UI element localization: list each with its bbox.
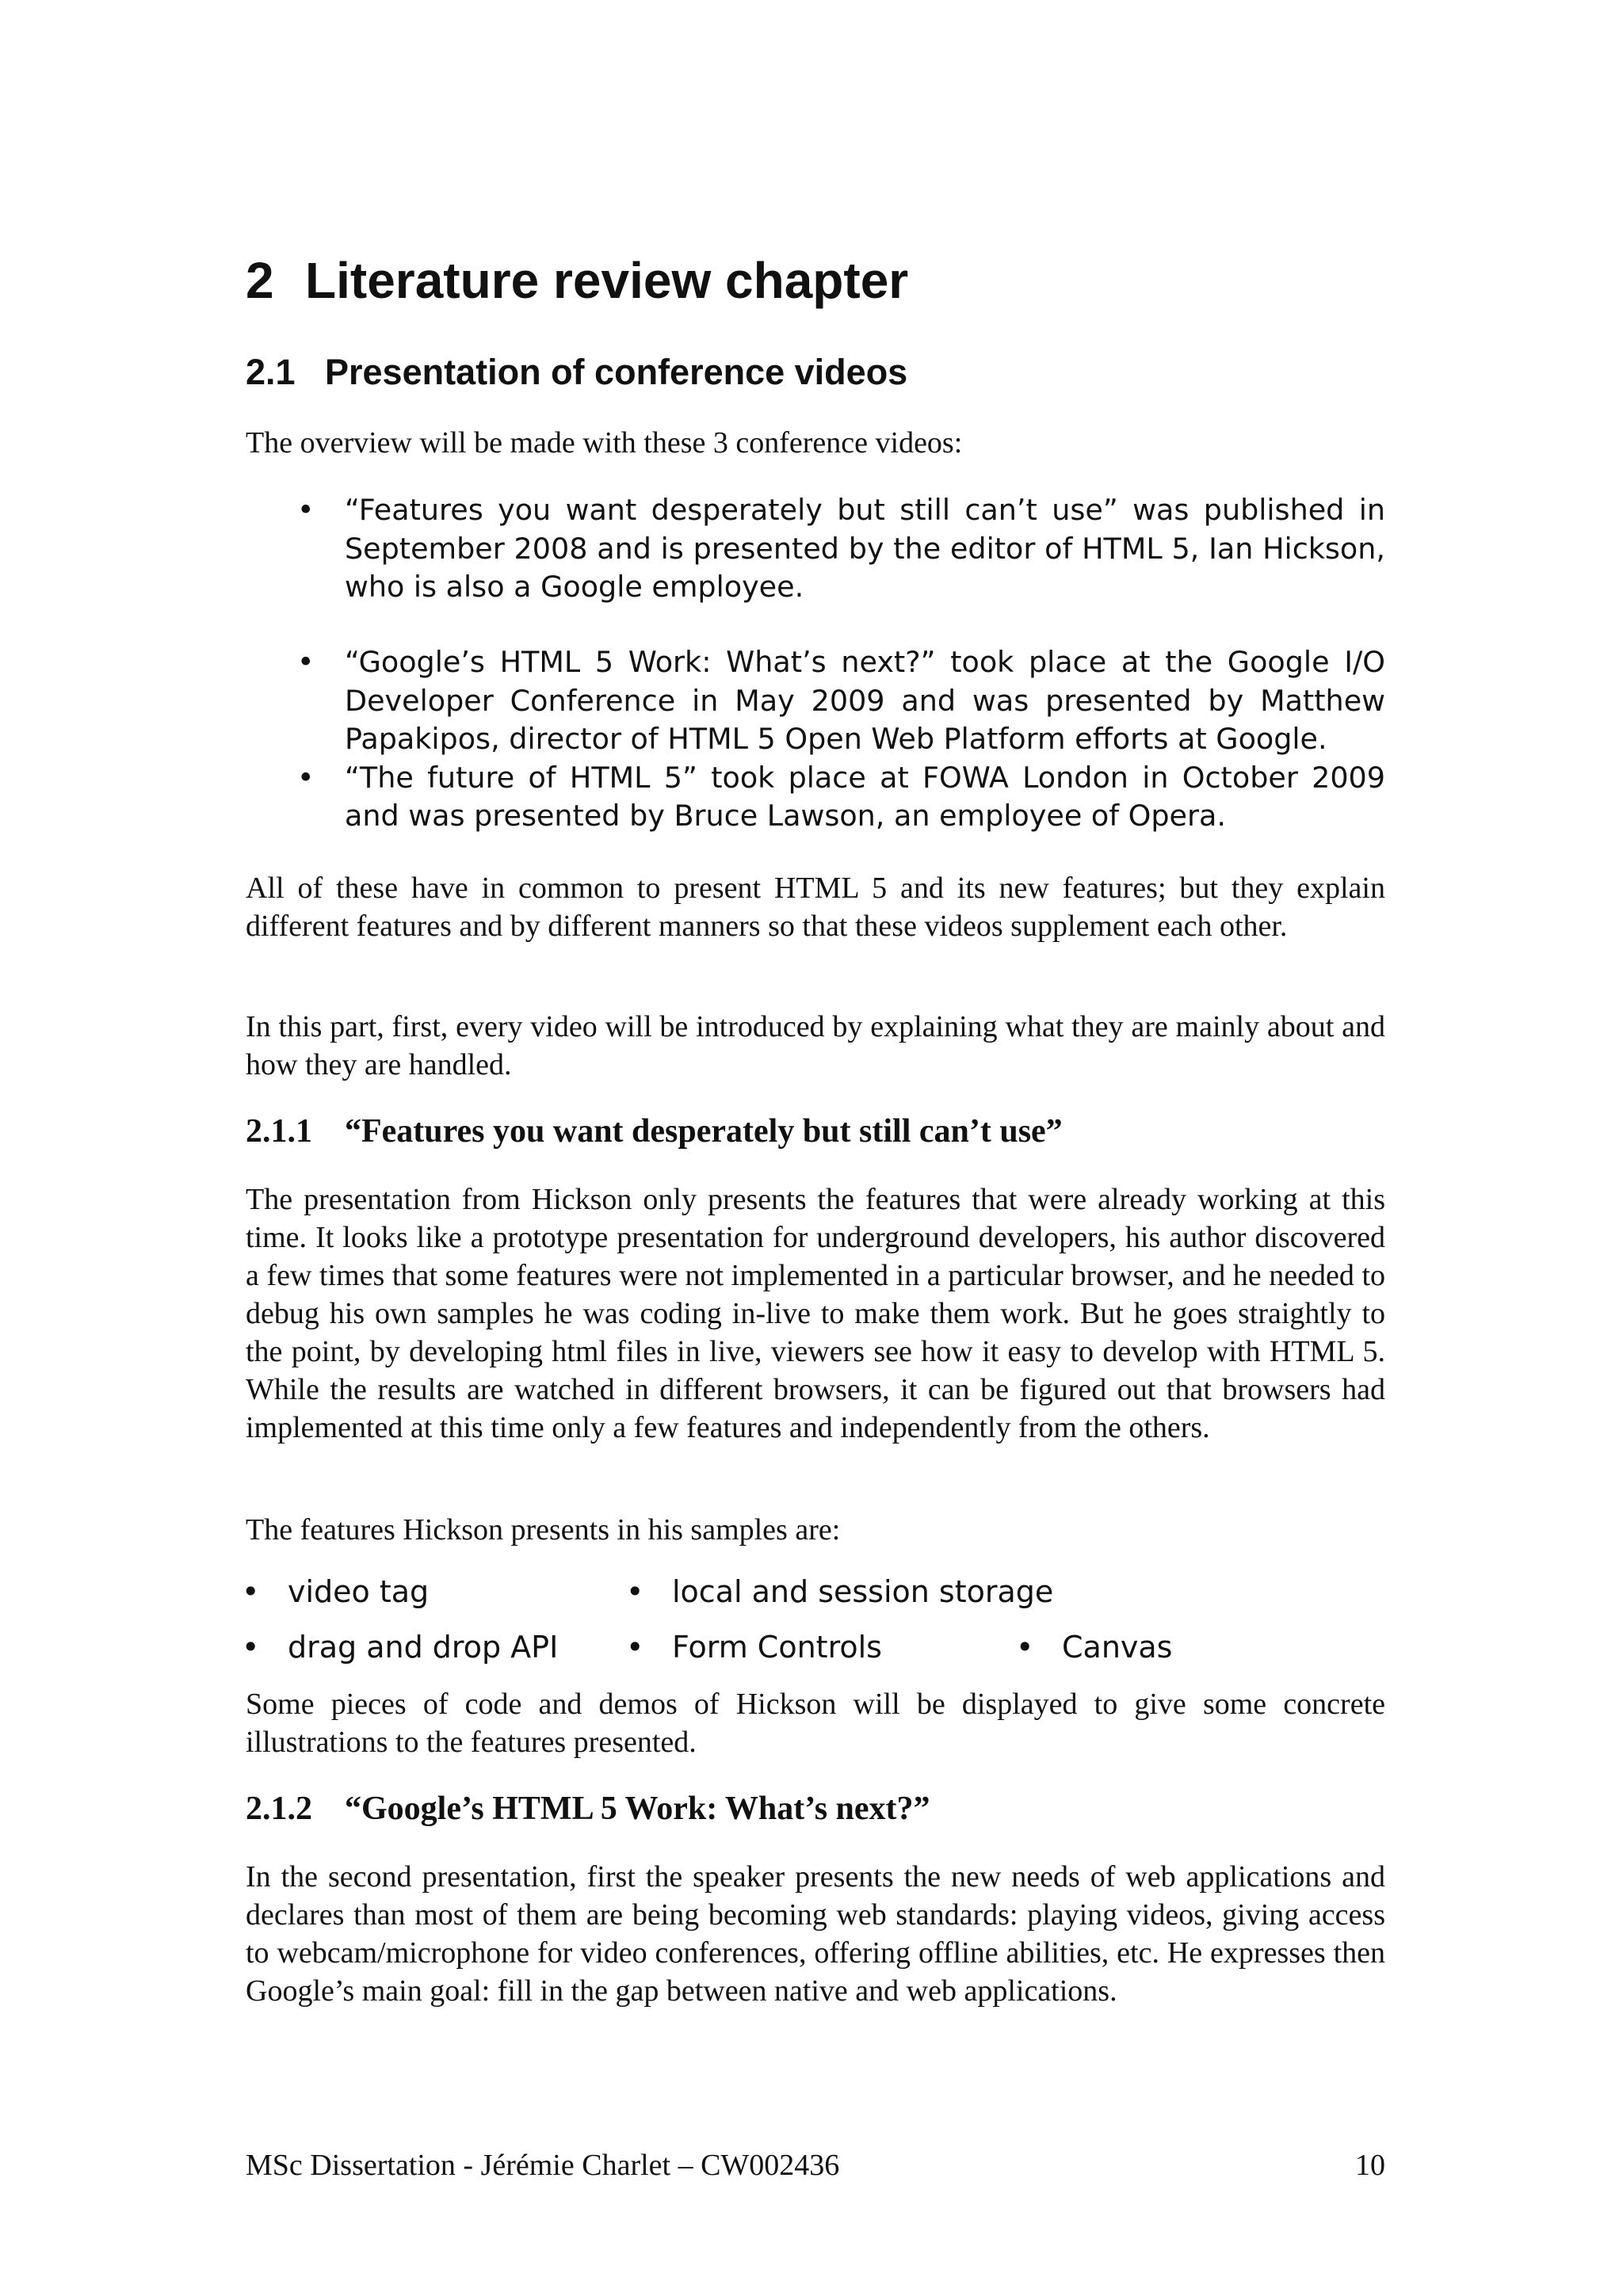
feature-label: Canvas bbox=[1062, 1630, 1173, 1665]
feature-item bbox=[626, 1630, 882, 1665]
feature-item bbox=[242, 1574, 430, 1609]
paragraph-demos: Some pieces of code and demos of Hickson will be displayed to give some concrete illustrations to the features presented. bbox=[246, 1688, 1385, 1759]
feature-item bbox=[626, 1574, 1054, 1609]
bullet-icon: • bbox=[242, 1574, 260, 1609]
subsection-number: 2.1.1 bbox=[246, 1113, 312, 1150]
intro-paragraph: The overview will be made with these 3 conference videos: bbox=[246, 426, 963, 460]
section-title: Presentation of conference videos bbox=[325, 352, 908, 392]
subsection-title: “Google’s HTML 5 Work: What’s next?” bbox=[345, 1791, 930, 1827]
page-number: 10 bbox=[1355, 2149, 1385, 2182]
features-intro: The features Hickson presents in his samples are: bbox=[246, 1513, 841, 1547]
list-item-text: “Google’s HTML 5 Work: What’s next?” took place at the Google I/O Developer Conference in May 2009 and was presented by Matthew Papakipos, director of HTML 5 Open Web Platform efforts at Google. bbox=[345, 645, 1385, 756]
bullet-icon: • bbox=[626, 1574, 644, 1609]
list-item bbox=[289, 759, 1385, 836]
feature-item bbox=[1016, 1630, 1173, 1665]
feature-label: drag and drop API bbox=[288, 1630, 559, 1665]
chapter-number: 2 bbox=[246, 252, 274, 309]
bullet-icon: • bbox=[297, 760, 315, 795]
paragraph-google: In the second presentation, first the speaker presents the new needs of web applications and declares than most of them are being becoming web standards: playing videos, giving access to webcam/microphone for video conferences, offering offline abilities, etc. He expresses then Google’s main goal: fill in the gap between native and web applications. bbox=[246, 1860, 1385, 2008]
feature-label: Form Controls bbox=[672, 1630, 882, 1665]
paragraph-common: All of these have in common to present HTML 5 and its new features; but they explain different features and by different manners so that these videos supplement each other. bbox=[246, 871, 1385, 943]
feature-label: video tag bbox=[288, 1574, 430, 1609]
chapter-title: Literature review chapter bbox=[305, 252, 909, 309]
feature-label: local and session storage bbox=[672, 1574, 1054, 1609]
subsection-heading bbox=[246, 1792, 930, 1825]
list-item bbox=[289, 491, 1385, 607]
paragraph-part: In this part, first, every video will be introduced by explaining what they are mainly about and how they are handled. bbox=[246, 1010, 1385, 1081]
footer-text: MSc Dissertation - Jérémie Charlet – CW002436 bbox=[246, 2149, 840, 2182]
bullet-icon: • bbox=[297, 645, 315, 679]
subsection-heading bbox=[246, 1115, 1063, 1148]
section-number: 2.1 bbox=[246, 352, 296, 392]
list-item-text: “The future of HTML 5” took place at FOWA London in October 2009 and was presented by Bruce Lawson, an employee of Opera. bbox=[345, 760, 1385, 833]
list-item-text: “Features you want desperately but still can’t use” was published in September 2008 and is presented by the editor of HTML 5, Ian Hickson, who is also a Google employee. bbox=[345, 493, 1385, 604]
subsection-title: “Features you want desperately but still can’t use” bbox=[345, 1113, 1063, 1150]
bullet-icon: • bbox=[626, 1630, 644, 1665]
paragraph-hickson: The presentation from Hickson only presents the features that were already working at this time. It looks like a prototype presentation for underground developers, his author discovered a few times that some features were not implemented in a particular browser, and he needed to debug his own samples he was coding in-live to make them work. But he goes straightly to the point, by developing html files in live, viewers see how it easy to develop with HTML 5. While the results are watched in different browsers, it can be figured out that browsers had implemented at this time only a few features and independently from the others. bbox=[246, 1183, 1385, 1444]
list-item bbox=[289, 643, 1385, 759]
subsection-number: 2.1.2 bbox=[246, 1791, 312, 1827]
chapter-heading bbox=[246, 252, 909, 309]
bullet-icon: • bbox=[297, 493, 315, 527]
video-list-continued bbox=[289, 643, 1385, 836]
section-heading bbox=[246, 354, 907, 390]
feature-item bbox=[242, 1630, 559, 1665]
bullet-icon: • bbox=[242, 1630, 260, 1665]
video-list bbox=[289, 491, 1385, 607]
bullet-icon: • bbox=[1016, 1630, 1034, 1665]
